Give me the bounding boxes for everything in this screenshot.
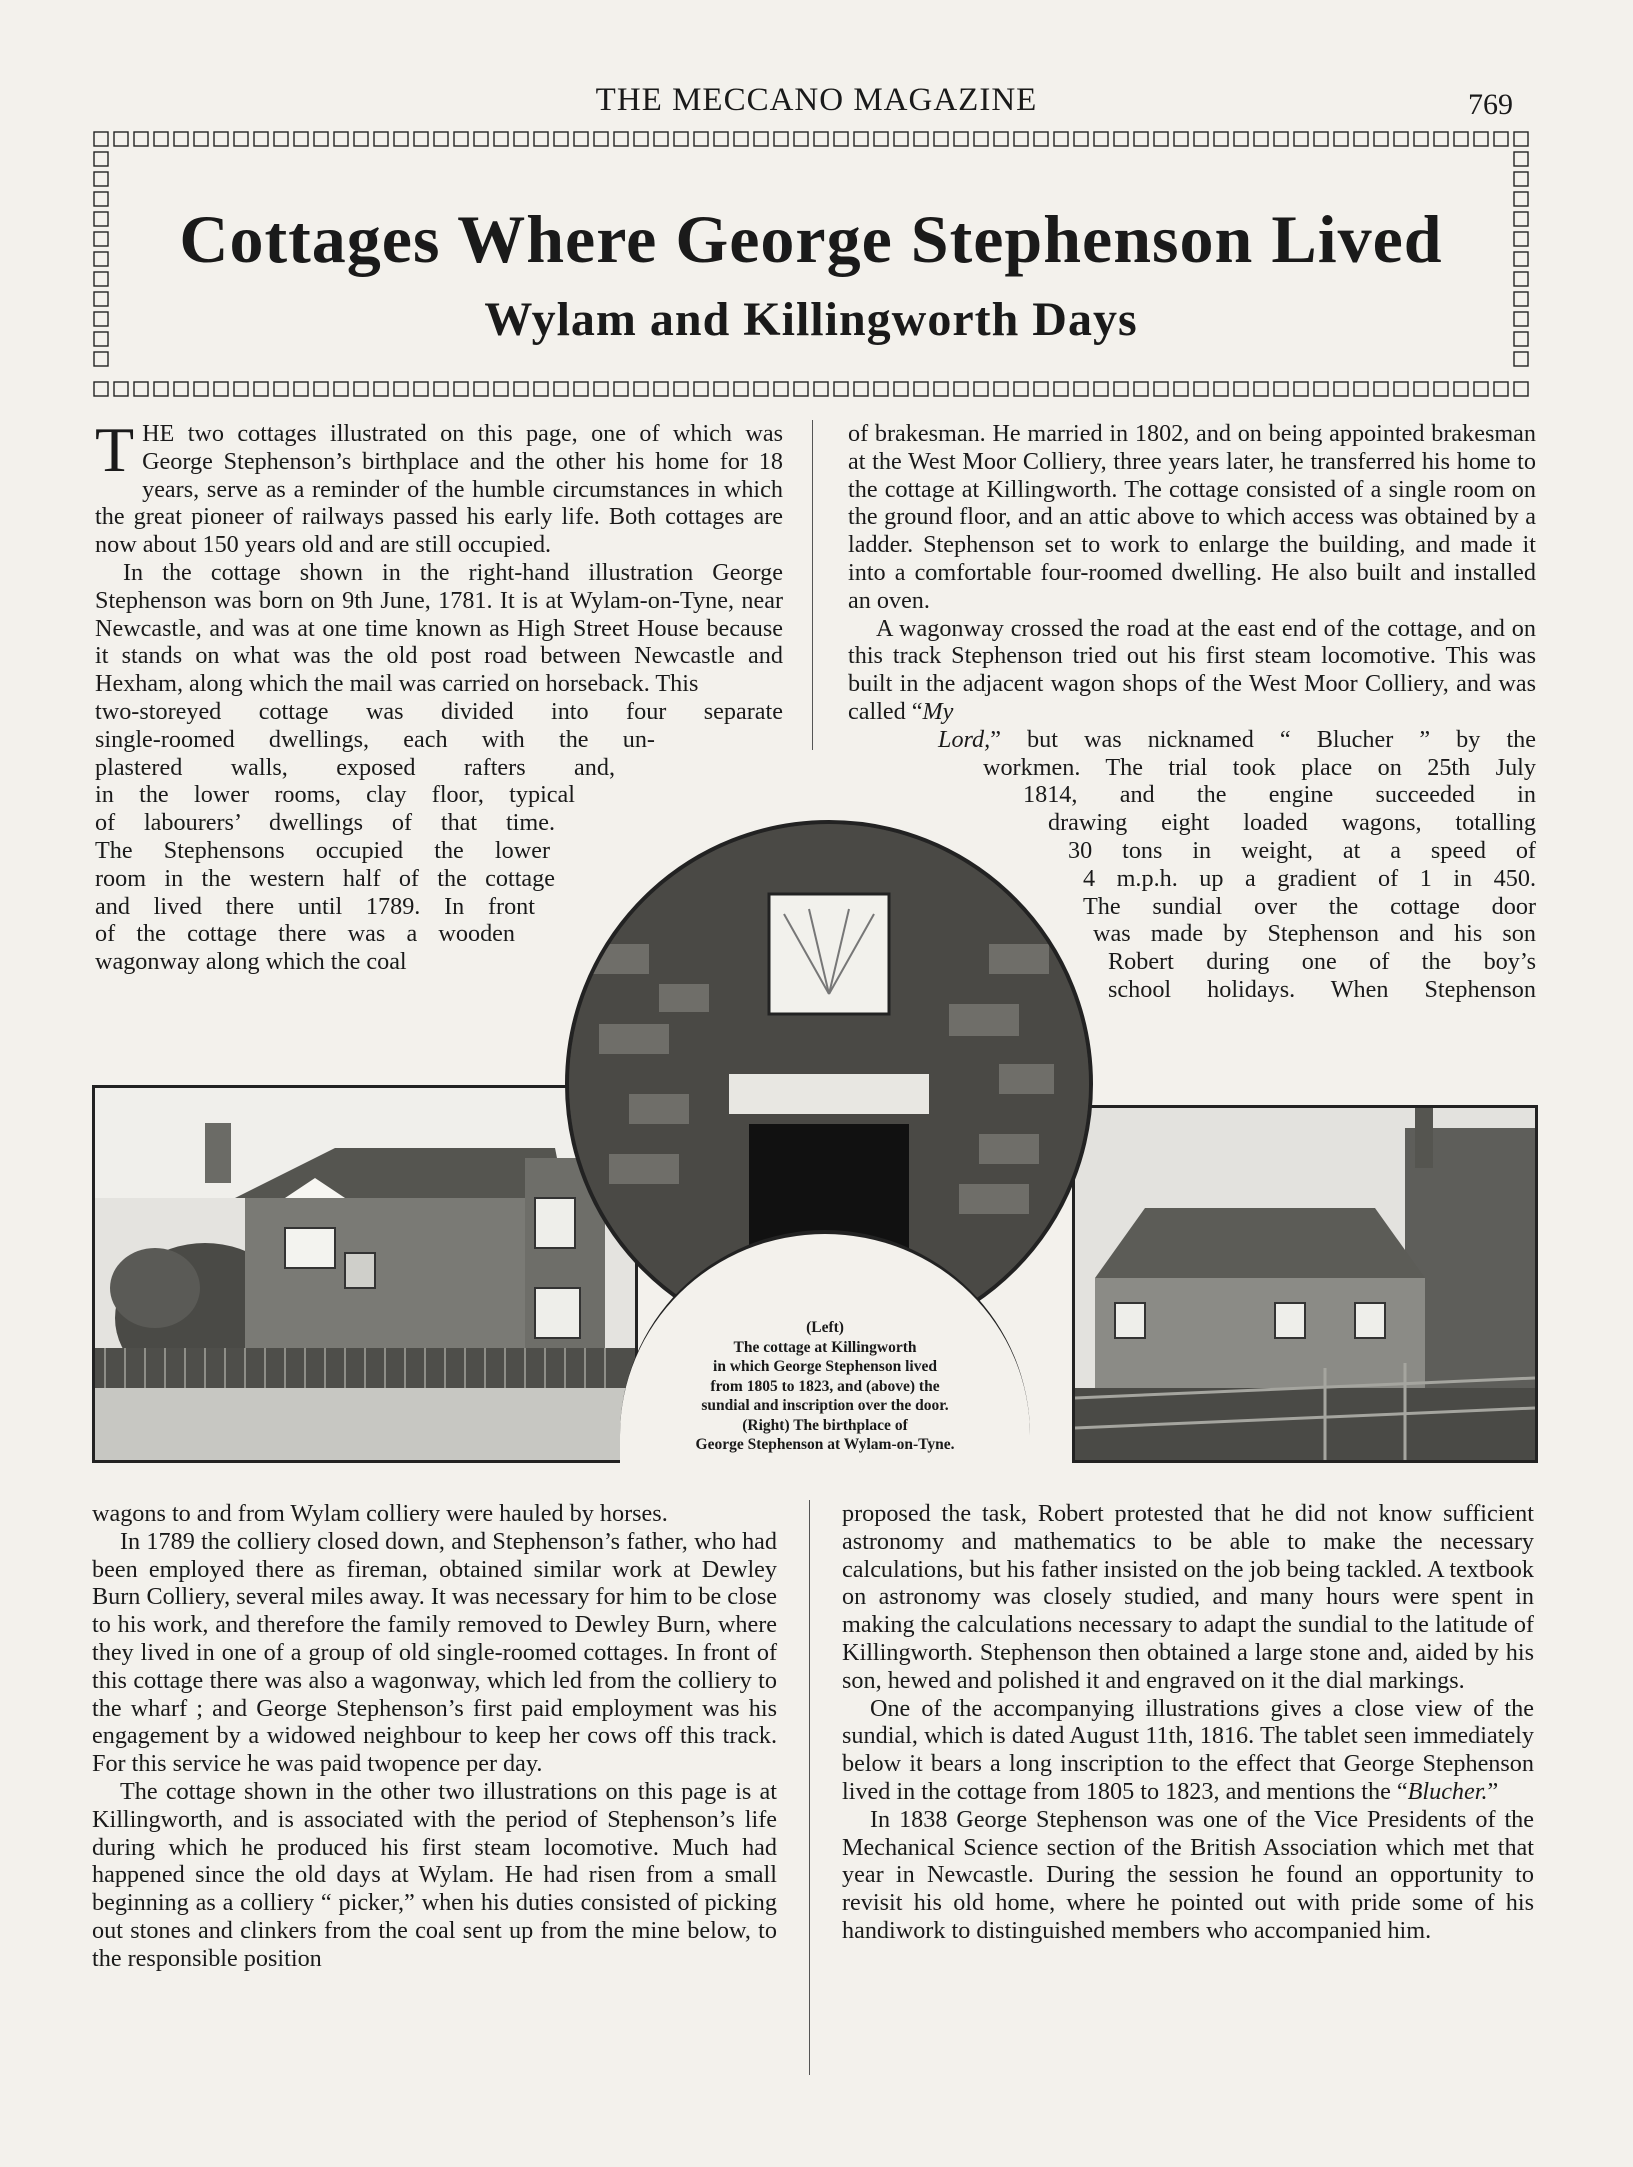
paragraph: of brakesman. He married in 1802, and on being appointed brakesman at the West Moor Colliery, three years later, he transferred his home to the cottage at Killingworth. The cottage consisted of a single room on the ground floor, and an attic above to which access was obtained by a ladder. Stephenson set to work to enlarge the building, and made it into a comfortable four-roomed dwelling. He also built and installed an oven. [848,420,1536,614]
text-line: The sundial over the cottage door [1083,892,1536,920]
text-line: was made by Stephenson and his son [1093,920,1536,948]
caption-line: (Right) The birthplace of [742,1416,908,1434]
text-line: and lived there until 1789. In front [95,892,535,920]
text-line: 4 m.p.h. up a gradient of 1 in 450. [1083,864,1536,892]
paragraph-text: ” [1487,1777,1499,1805]
paragraph: In the cottage shown in the right-hand illustration George Stephenson was born on 9th June, 1781. It is at Wylam-on-Tyne, near Newcastle, and was at one time known as High Street House because it stands on what was the old post road between Newcastle and Hexham, along which the mail was carried on horseback. This [95,558,783,698]
text-line: room in the western half of the cottage [95,864,555,892]
text-line: school holidays. When Stephenson [1108,975,1536,1003]
article-subtitle: Wylam and Killingworth Days [484,293,1138,346]
killingworth-cottage-photo [92,1085,638,1463]
caption-line: (Left) [806,1319,844,1336]
paragraph [842,1695,1534,1806]
text-line: wagonway along which the coal [95,948,407,976]
text-line: Robert during one of the boy’s [1108,948,1536,976]
drop-cap: T [95,414,135,485]
text-line: Lord,” but was nicknamed “ Blucher ” by the [938,725,1536,753]
text-line: 1814, and the engine succeeded in [1023,781,1536,809]
paragraph: In 1838 George Stephenson was one of the Vice Presidents of the Mechanical Science section of the British Association which met that year in Newcastle. During the session he found an opportunity to revisit his old home, where he pointed out with pride some of his handiwork to distinguished members who accompanied him. [842,1805,1534,1944]
locomotive-name: Blucher. [1407,1777,1488,1805]
caption-line: sundial and inscription over the door. [701,1397,949,1414]
locomotive-name: My [922,697,954,725]
paragraph [848,615,1536,726]
paragraph: In 1789 the colliery closed down, and Stephenson’s father, who had been employed there as fireman, obtained similar work at Dewley Burn Colliery, several miles away. It was necessary for him to be close to his work, and therefore the family removed to Dewley Burn, where they lived in one of a group of old single-roomed cottages. In front of this cottage there was also a wagonway, which led from the colliery to the wharf ; and George Stephenson’s first paid employment was his engagement by a widowed neighbour to keep her cows off this track. For this service he was paid twopence per day. [92,1527,777,1778]
page-number: 769 [1468,88,1513,121]
text-line: plastered walls, exposed rafters and, [95,753,615,781]
column-divider [812,420,813,750]
paragraph-text: HE two cottages illustrated on this page, one of which was George Stephenson’s birthplace and the other his home for 18 years, serve as a reminder of the humble circumstances in which the great pioneer of railways passed his early life. Both cottages are now about 150 years old and are still occupied. [95,420,783,559]
text-line: in the lower rooms, clay floor, typical [95,781,575,809]
wylam-birthplace-photo [1072,1105,1538,1463]
paragraph: The cottage shown in the other two illustrations on this page is at Killingworth, and is associated with the period of Stephenson’s life during which he produced his first steam locomotive. Much had happened since the old days at Wylam. He had risen from a small beginning as a colliery “ picker,” when his duties consisted of picking out stones and clinkers from the coal sent up from the mine below, to the responsible position [92,1777,777,1972]
article-title: Cottages Where George Stephenson Lived [179,201,1443,277]
caption-line: The cottage at Killingworth [733,1338,917,1356]
text-line: drawing eight loaded wagons, totalling [1048,809,1536,837]
paragraph: proposed the task, Robert protested that he did not know sufficient astronomy and mathematics to be able to make the necessary calculations, but his father insisted on the job being tackled. A textbook on astronomy was closely studied, and many hours were spent in making the calculations necessary to adapt the sundial to the latitude of Killingworth. Stephenson then obtained a large stone and, aided by his son, hewed and polished it and engraved on it the dial markings. [842,1500,1534,1694]
text-line: of labourers’ dwellings of that time. [95,809,555,837]
paragraph-text: One of the accompanying illustrations gives a close view of the sundial, which is dated August 11th, 1816. The tablet seen immediately below it bears a long inscription to the effect that George Stephenson lived in the cottage from 1805 to 1823, and mentions the “ [842,1694,1534,1805]
caption-line: George Stephenson at Wylam-on-Tyne. [695,1436,955,1453]
column-1-bottom [92,1500,777,1973]
column-2-bottom [842,1500,1534,1945]
text-line: workmen. The trial took place on 25th July [983,753,1536,781]
cottage-illustration [1075,1108,1535,1460]
paragraph: wagons to and from Wylam colliery were hauled by horses. [92,1500,668,1527]
running-title: THE MECCANO MAGAZINE [595,82,1038,118]
paragraph [95,414,783,559]
caption-line: in which George Stephenson lived [713,1358,937,1375]
cottage-illustration [95,1088,635,1460]
photo-caption [620,1318,1030,1455]
text-line: single-roomed dwellings, each with the un- [95,725,655,753]
caption-line: from 1805 to 1823, and (above) the [710,1377,940,1395]
paragraph-text: A wagonway crossed the road at the east end of the cottage, and on this track Stephenson tried out his first steam locomotive. This was built in the adjacent wagon shops of the West Moor Colliery, and was called “ [848,614,1536,725]
text-line: 30 tons in weight, at a speed of [1068,836,1536,864]
text-line: The Stephensons occupied the lower [95,836,550,864]
text-line: two-storeyed cottage was divided into four separate [95,697,783,725]
column-divider [809,1500,810,2075]
text-line: of the cottage there was a wooden [95,920,515,948]
